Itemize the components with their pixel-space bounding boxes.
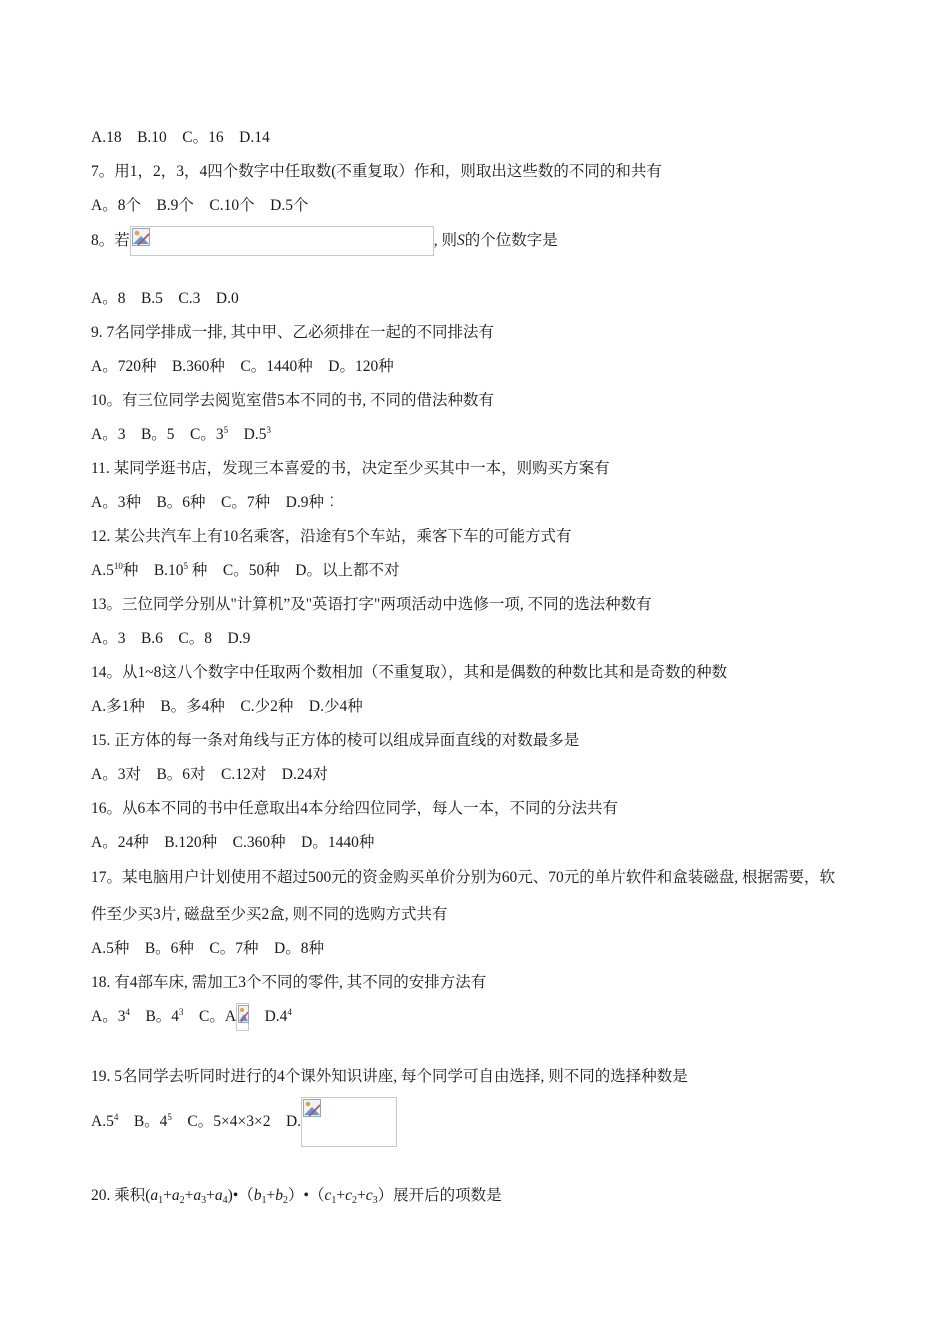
broken-image-icon	[132, 228, 150, 246]
q18-options: A。$3^4$ B。$4^3$ C。A $D.4^4$	[91, 1002, 292, 1032]
q13-stem: 13。三位同学分别从"计算机”及"英语打字"两项活动中选修一项, 不同的选法种数有	[91, 596, 652, 613]
q19-options: $A.5^4$ B。$4^5$ C。5×4×3×2 D.	[91, 1097, 397, 1147]
q12-options: $A.5^{10}$种 $B.10^5$ 种 C。50种 D。以上都不对	[91, 561, 400, 579]
q14-options: A.多1种 B。多4种 C.少2种 D.少4种	[91, 698, 363, 715]
q11-stem: 11. 某同学逛书店，发现三本喜爱的书，决定至少买其中一本，则购买方案有	[91, 460, 610, 477]
q13-options: A。3 B.6 C。8 D.9	[91, 630, 251, 647]
q14-stem: 14。从1~8这八个数字中任取两个数相加（不重复取），其和是偶数的种数比其和是奇数的种数	[91, 664, 728, 681]
broken-image-icon	[238, 1005, 249, 1023]
broken-image-icon	[303, 1099, 321, 1117]
q8-stem: 8。若 , 则S的个位数字是	[91, 226, 558, 256]
q15-stem: 15. 正方体的每一条对角线与正方体的棱可以组成异面直线的对数最多是	[91, 732, 580, 749]
q6-options: A.18 B.10 C。16 D.14	[91, 129, 270, 146]
q17-options: A.5种 B。6种 C。7种 D。8种	[91, 940, 324, 957]
q10-options: A。3 B。5 C。$3^5$ $D.5^3$	[91, 425, 271, 443]
q18-stem: 18. 有4部车床, 需加工3个不同的零件, 其不同的安排方法有	[91, 974, 487, 991]
q20-stem: 20. 乘积$(a_1+a_2+a_3+a_4)•(b_1+b_2)•(c_1+c_2+c_3)$展开后的项数是	[91, 1187, 502, 1206]
q16-stem: 16。从6本不同的书中任意取出4本分给四位同学，每人一本，不同的分法共有	[91, 800, 619, 817]
q7-options: A。8个 B.9个 C.10个 D.5个	[91, 197, 309, 214]
broken-image-formula	[236, 1003, 249, 1031]
broken-image-formula	[130, 226, 434, 256]
q15-options: A。3对 B。6对 C.12对 D.24对	[91, 766, 328, 783]
q8-options: A。8 B.5 C.3 D.0	[91, 290, 239, 307]
q11-options: A。3种 B。6种 C。7种 D.9种︰	[91, 494, 340, 511]
q17-stem: 17。某电脑用户计划使用不超过500元的资金购买单价分别为60元、70元的单片软件和盒装磁盘, 根据需要，软	[91, 869, 836, 886]
q16-options: A。24种 B.120种 C.360种 D。1440种	[91, 834, 375, 851]
q17-stem-continued: 件至少买3片, 磁盘至少买2盒, 则不同的选购方式共有	[91, 906, 448, 923]
broken-image-formula	[301, 1097, 397, 1147]
q12-stem: 12. 某公共汽车上有10名乘客，沿途有5个车站，乘客下车的可能方式有	[91, 528, 572, 545]
q9-options: A。720种 B.360种 C。1440种 D。120种	[91, 358, 394, 375]
q10-stem: 10。有三位同学去阅览室借5本不同的书, 不同的借法种数有	[91, 392, 495, 409]
q9-stem: 9. 7名同学排成一排, 其中甲、乙必须排在一起的不同排法有	[91, 324, 495, 341]
q19-stem: 19. 5名同学去听同时进行的4个课外知识讲座, 每个同学可自由选择, 则不同的选择种数是	[91, 1068, 688, 1085]
q7-stem: 7。用1，2，3，4四个数字中任取数(不重复取）作和，则取出这些数的不同的和共有	[91, 163, 662, 180]
